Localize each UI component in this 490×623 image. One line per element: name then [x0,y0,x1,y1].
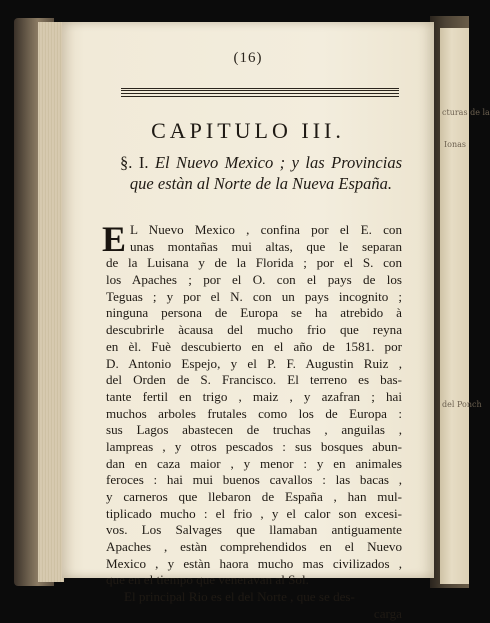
chapter-heading: CAPITULO III. [151,118,345,143]
drop-cap: E [102,219,127,259]
text-line: Apaches , estàn comprehendidos en el Nuevo [106,539,402,555]
catchword: carga [373,605,402,621]
text-line: lampreas , y otros pescados : sus bosques abun- [106,438,402,454]
text-line: en èl. Fuè descubierto en el año de 1581. por [106,338,402,354]
book-page [62,22,434,621]
text-line: vos. Los Salvages que llamaban antiguamente [106,522,402,538]
text-line: muchos arboles frutales como los de Europa : [106,405,402,421]
facing-page-fragment: cturas de la [442,108,490,117]
text-line: ninguna persona de Europa se ha atrebido à [106,305,402,321]
section-title-line-1: El Nuevo Mexico ; y las Provincias [154,153,403,172]
facing-page-fragment: Ionas [444,140,467,149]
header-rule [121,88,399,97]
page-edges-left [38,22,64,582]
text-line: los Apaches ; por el O. con el pays de los [106,272,402,288]
text-line: descubrirle àcausa del mucho frio que reyna [106,322,402,338]
text-line: y carneros que llebaron de España , han mul- [106,489,402,504]
facing-page-edge [440,28,490,584]
text-line: que en el tiempo que veneravan al Sol. [106,572,309,588]
section-title-line-2: que estàn al Norte de la Nueva España. [129,174,393,193]
body-text [102,219,402,623]
facing-page-fragment: del Ponch [442,400,482,409]
text-line: de la Luisana y de la Florida ; por el S. con [106,255,402,271]
text-line: tiplicado mucho : el frio , y el calor son excesi- [106,505,402,521]
text-line: tante fertil en trigo , maiz , y azafran ; hai [106,388,402,404]
text-line: Mexico , y estàn haora mucho mas civilizados , [106,555,402,571]
text-line: sus Lagos abastecen de truchas , anguilas , [106,422,402,438]
text-line: Teguas ; y por el N. con un pays incognito ; [106,288,402,304]
section-mark: §. I. [120,153,149,172]
text-line: El principal Rio es el del Norte , que se des- [124,589,355,605]
text-line: D. Antonio Espejo, y el P. F. Augustin Ruiz , [106,355,402,371]
section-title [120,152,402,194]
text-line: unas montañas mui altas, que le separan [130,238,402,254]
page-number: (16) [233,50,263,66]
text-line: del Orden de S. Francisco. El terreno es bas- [106,372,402,388]
text-line: dan en caza maior , y menor : y en animales [106,455,402,471]
text-line: feroces : hai mui buenos cavallos : las bacas , [106,472,402,488]
text-line: L Nuevo Mexico , confina por el E. con [130,222,402,237]
